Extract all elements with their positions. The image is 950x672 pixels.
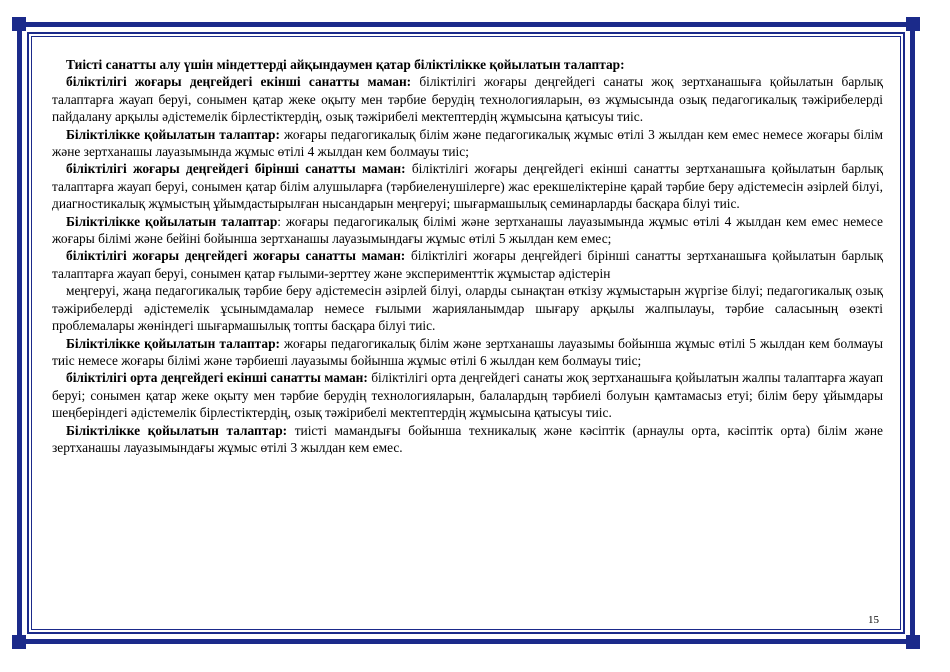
paragraph-lead: Біліктілікке қойылатын талаптар xyxy=(66,213,278,229)
paragraph-text: біліктілігі жоғары деңгейдегі екінші санатты зертханашыға қойылатын барлық талаптарға жауап беруі, сонымен қатар білім алушыларға (тәрбиеленушілерге) жас ерекшеліктеріне қарай тәрбие беру әдістемесін әзірлей білуі, диагностикалық жұмыстың ұйымдастырылған нысандарын меңгеруі; шығармашылық семинарларды басқара білуі тиіс. xyxy=(52,161,883,212)
paragraph-lead: біліктілігі орта деңгейдегі екінші санатты маман: xyxy=(66,370,368,386)
document-body xyxy=(52,56,883,456)
border-corner-top-right xyxy=(906,17,920,31)
paragraph-text: біліктілігі орта деңгейдегі санаты жоқ зертханашыға қойылатын жалпы талаптарға жауап беруі; сонымен қатар жеке оқыту мен тәрбие берудің технологияларын, балалардың тәрбиелі болуын қамтамасыз етуі; білім беру ұйымдары шеңберіндегі әдістемелік бірлестіктердің, озық тәжірибелі мектептердің жұмысына қатысуы тиіс. xyxy=(52,370,883,421)
paragraph-lead: Біліктілікке қойылатын талаптар: xyxy=(66,126,280,142)
paragraph-text: : жоғары педагогикалық білімі және зертханашы лауазымында жұмыс өтілі 4 жылдан кем емес немесе жоғары білімі және бейіні бойынша зертханашы лауазымындағы жұмыс өтілі 5 жылдан кем емес; xyxy=(52,213,883,247)
paragraph-text: меңгеруі, жаңа педагогикалық тәрбие беру әдістемесін әзірлей білуі, оларды сынақтан өткізу жұмыстарын жүргізе білуі; педагогикалық озық тәжірибелерді әдістемелік ұсынымдамалар немесе ғылыми жарияланымдар шығару арқылы жалпылауы, тәрбие саласының өзекті проблемалары жөніндегі шығармашылық топты басқара білуі тиіс. xyxy=(52,283,883,334)
page-number: 15 xyxy=(868,614,879,626)
border-corner-bottom-right xyxy=(906,635,920,649)
paragraph-text: жоғары педагогикалық білім және педагогикалық жұмыс өтілі 3 жылдан кем емес немесе жоғары білім және зертханашы лауазымында жұмыс өтілі 4 жылдан кем болмауы тиіс; xyxy=(52,126,883,160)
paragraph-lead: біліктілігі жоғары деңгейдегі бірінші санатты маман: xyxy=(66,161,406,177)
paragraph xyxy=(52,247,883,282)
paragraph xyxy=(52,282,883,334)
paragraph-text: біліктілігі жоғары деңгейдегі бірінші санатты зертханашыға қойылатын барлық талаптарға жауап беруі, сонымен қатар ғылыми-зерттеу және эксперименттік жұмыстар әдістерін xyxy=(52,248,883,281)
paragraph xyxy=(52,160,883,212)
border-corner-bottom-left xyxy=(12,635,26,649)
paragraph-lead: біліктілігі жоғары деңгейдегі жоғары санатты маман: xyxy=(66,248,406,264)
paragraph-text: жоғары педагогикалық білім және зертханашы лауазымы бойынша жұмыс өтілі 5 жылдан кем болмауы тиіс немесе жоғары білімі және тәрбиеші лауазымы бойынша жұмыс өтілі 6 жылдан кем болмауы тиіс; xyxy=(52,335,883,368)
border-corner-top-left xyxy=(12,17,26,31)
paragraph-lead: Біліктілікке қойылатын талаптар: xyxy=(66,335,281,351)
paragraph xyxy=(52,422,883,457)
paragraph-lead: Біліктілікке қойылатын талаптар: xyxy=(66,422,288,438)
paragraph xyxy=(52,335,883,370)
section-heading: Тиісті санатты алу үшін міндеттерді айқындаумен қатар біліктілікке қойылатын талаптар: xyxy=(66,57,625,72)
paragraph xyxy=(52,369,883,421)
paragraph-lead: біліктілігі жоғары деңгейдегі екінші санатты маман: xyxy=(66,74,412,90)
paragraph xyxy=(52,73,883,125)
paragraph xyxy=(52,213,883,248)
paragraph-text: біліктілігі жоғары деңгейдегі санаты жоқ зертханашыға қойылатын барлық талаптарға жауап беруі, сонымен қатар жеке оқыту мен тәрбие берудің технологияларын, өз жұмысында озық педагогикалық тәжірибелерді пайдалану арқылы әдістемелік бірлестіктердің, озық тәжірибелі мектептердің жұмысына қатысуы тиіс. xyxy=(52,74,883,125)
paragraph-text: тиісті мамандығы бойынша техникалық және кәсіптік (арнаулы орта, кәсіптік орта) білім және зертханашы лауазымындағы жұмыс өтілі 3 жылдан кем емес. xyxy=(52,422,884,455)
paragraph xyxy=(52,126,883,161)
